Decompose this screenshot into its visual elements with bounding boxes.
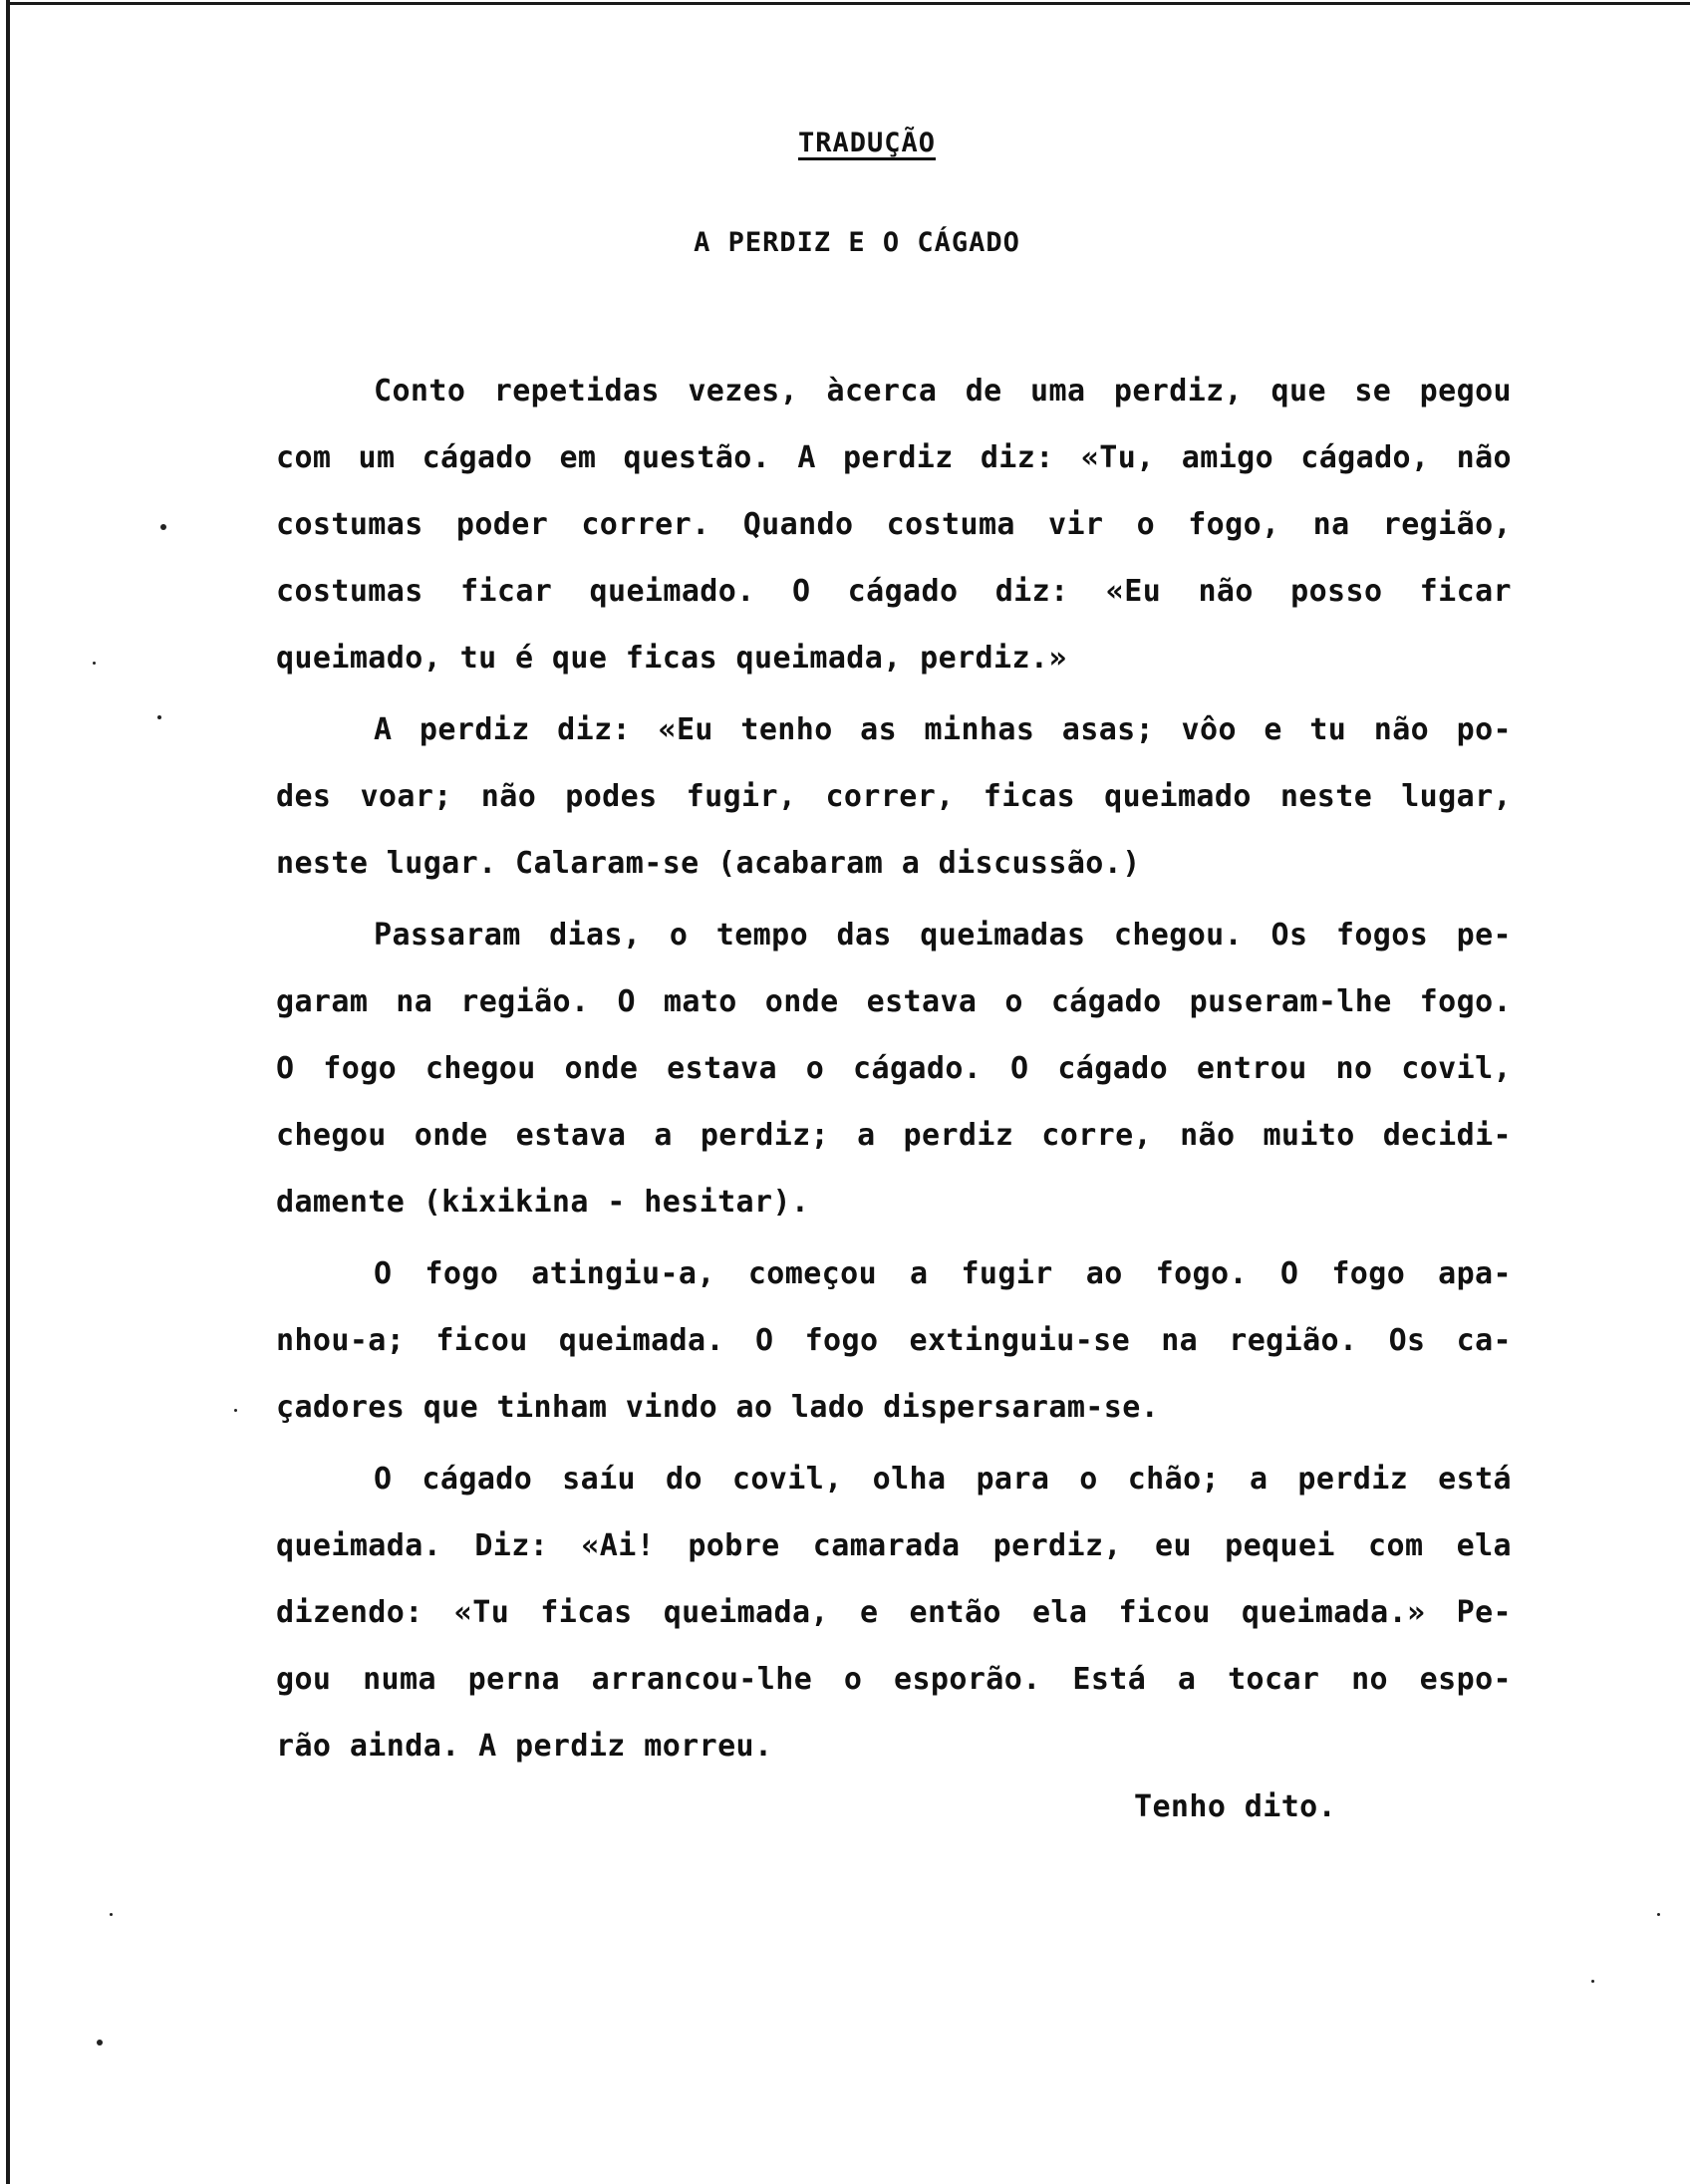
paragraph [276,902,1512,1235]
story-title: A PERDIZ E O CÁGADO [694,227,1020,258]
text-line: chegou onde estava a perdiz; a perdiz corre, não muito decidi- [276,1118,1512,1153]
text-line: costumas ficar queimado. O cágado diz: «Eu não posso ficar [276,574,1512,609]
text-line: garam na região. O mato onde estava o cágado puseram-lhe fogo. [276,984,1512,1019]
page-edge-left [6,0,10,2184]
scan-speck [110,1913,113,1916]
paragraph [276,358,1512,691]
scan-speck [97,2040,103,2046]
text-line: des voar; não podes fugir, correr, ficas queimado neste lugar, [276,779,1512,814]
text-line: rão ainda. A perdiz morreu. [276,1729,773,1764]
text-line: A perdiz diz: «Eu tenho as minhas asas; vôo e tu não po- [374,712,1512,747]
section-heading: TRADUÇÃO [797,128,937,158]
text-line: O fogo atingiu-a, começou a fugir ao fogo. O fogo apa- [374,1256,1512,1291]
text-line: queimada. Diz: «Ai! pobre camarada perdiz, eu pequei com ela [276,1528,1512,1563]
paragraph [276,1446,1512,1779]
text-line: neste lugar. Calaram-se (acabaram a discussão.) [276,846,1141,881]
text-line: Passaram dias, o tempo das queimadas chegou. Os fogos pe- [374,918,1512,953]
text-line: com um cágado em questão. A perdiz diz: «Tu, amigo cágado, não [276,440,1512,475]
text-line: gou numa perna arrancou-lhe o esporão. Está a tocar no espo- [276,1662,1512,1697]
scan-speck [157,715,161,719]
paragraph [276,1240,1512,1441]
text-line: çadores que tinham vindo ao lado dispersaram-se. [276,1390,1160,1425]
scan-speck [234,1409,237,1412]
text-line: nhou-a; ficou queimada. O fogo extinguiu-se na região. Os ca- [276,1323,1512,1358]
text-line: costumas poder correr. Quando costuma vir o fogo, na região, [276,507,1512,542]
scan-speck [160,524,166,530]
story-body [276,358,1512,1779]
scan-speck [93,662,96,665]
text-line: damente (kixikina - hesitar). [276,1185,810,1220]
text-line: O fogo chegou onde estava o cágado. O cágado entrou no covil, [276,1051,1512,1086]
paragraph [276,696,1512,897]
text-line: dizendo: «Tu ficas queimada, e então ela ficou queimada.» Pe- [276,1595,1512,1630]
signoff: Tenho dito. [1134,1789,1337,1824]
scan-speck [1657,1913,1660,1916]
text-line: Conto repetidas vezes, àcerca de uma perdiz, que se pegou [374,374,1512,409]
scan-speck [1591,1980,1594,1983]
text-line: queimado, tu é que ficas queimada, perdiz.» [276,641,1067,676]
page-edge-top [6,2,1690,5]
text-line: O cágado saíu do covil, olha para o chão; a perdiz está [374,1462,1512,1497]
